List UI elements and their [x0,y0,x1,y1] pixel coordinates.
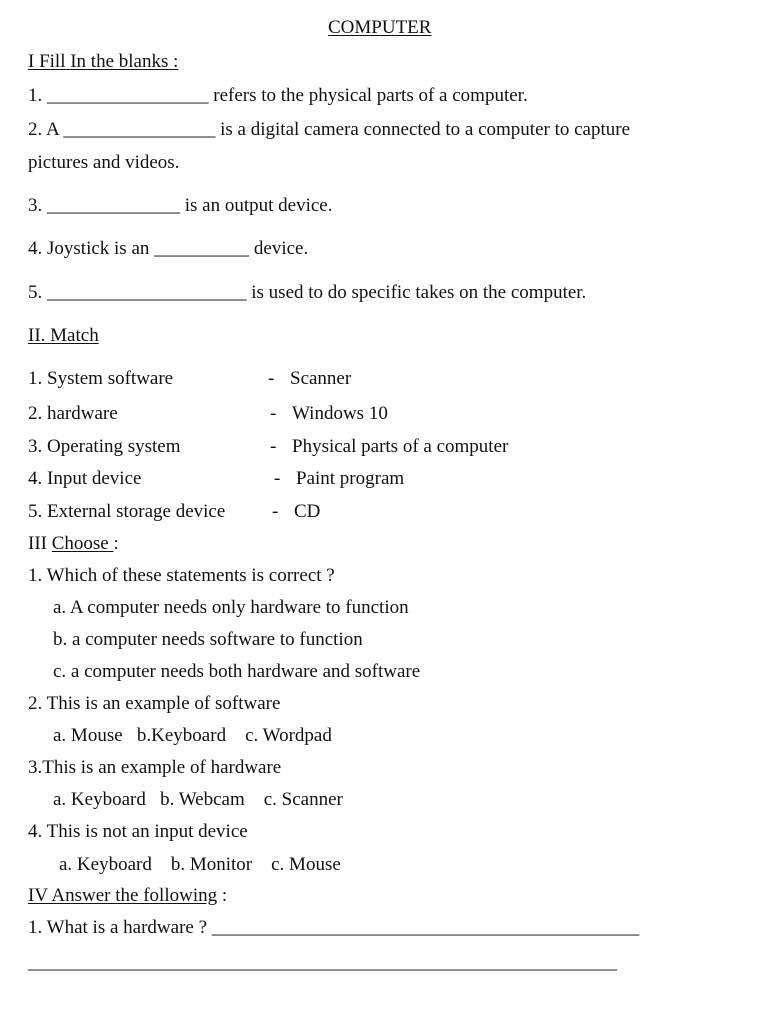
match-left-term: 3. Operating system [28,436,181,457]
match-left-term: 2. hardware [28,403,118,424]
choose-options: a. Mouse b.Keyboard c. Wordpad [53,725,332,746]
choose-question: 4. This is not an input device [28,821,248,842]
match-right-term: Windows 10 [292,403,388,424]
match-right-term: Paint program [296,468,405,489]
answer-question: 1. What is a hardware ? _____________________________________________ [28,917,640,938]
section-heading-choose [28,533,119,555]
match-dash: - [268,368,275,389]
match-right-term: Scanner [290,368,352,389]
fill-blank-item-continuation: pictures and videos. [28,152,180,173]
answer-line: ______________________________________________________________ [28,952,617,973]
choose-options: a. Keyboard b. Monitor c. Mouse [59,854,341,875]
page-title: COMPUTER [328,17,432,38]
fill-blank-item: 2. A ________________ is a digital camera connected to a computer to capture [28,119,631,140]
choose-question: 2. This is an example of software [28,693,281,714]
match-dash: - [274,468,281,489]
choose-options: a. Keyboard b. Webcam c. Scanner [53,789,343,810]
section-heading-text: IV Answer the following [28,885,218,906]
choose-option: b. a computer needs software to function [53,629,363,650]
section-heading-fill-blanks: I Fill In the blanks : [28,51,179,72]
match-dash: - [272,501,279,522]
match-dash: - [270,403,277,424]
match-left-term: 5. External storage device [28,501,226,522]
section-heading-word: Choose [51,533,114,554]
section-heading-prefix: III [28,533,52,554]
match-dash: - [270,436,277,457]
match-left-term: 4. Input device [28,468,142,489]
section-heading-suffix: : [217,885,228,906]
choose-option: a. A computer needs only hardware to function [53,597,409,618]
section-heading-answer [28,885,227,907]
section-heading-suffix: : [113,533,119,554]
match-left-term: 1. System software [28,368,174,389]
section-heading-match: II. Match [28,325,99,346]
choose-question: 3.This is an example of hardware [28,757,282,778]
fill-blank-item: 3. ______________ is an output device. [28,195,333,216]
fill-blank-item: 5. _____________________ is used to do specific takes on the computer. [28,282,587,303]
choose-option: c. a computer needs both hardware and software [53,661,421,682]
fill-blank-item: 4. Joystick is an __________ device. [28,238,309,259]
match-right-term: CD [294,501,321,522]
choose-question: 1. Which of these statements is correct ? [28,565,335,586]
fill-blank-item: 1. _________________ refers to the physical parts of a computer. [28,85,528,106]
match-right-term: Physical parts of a computer [292,436,509,457]
